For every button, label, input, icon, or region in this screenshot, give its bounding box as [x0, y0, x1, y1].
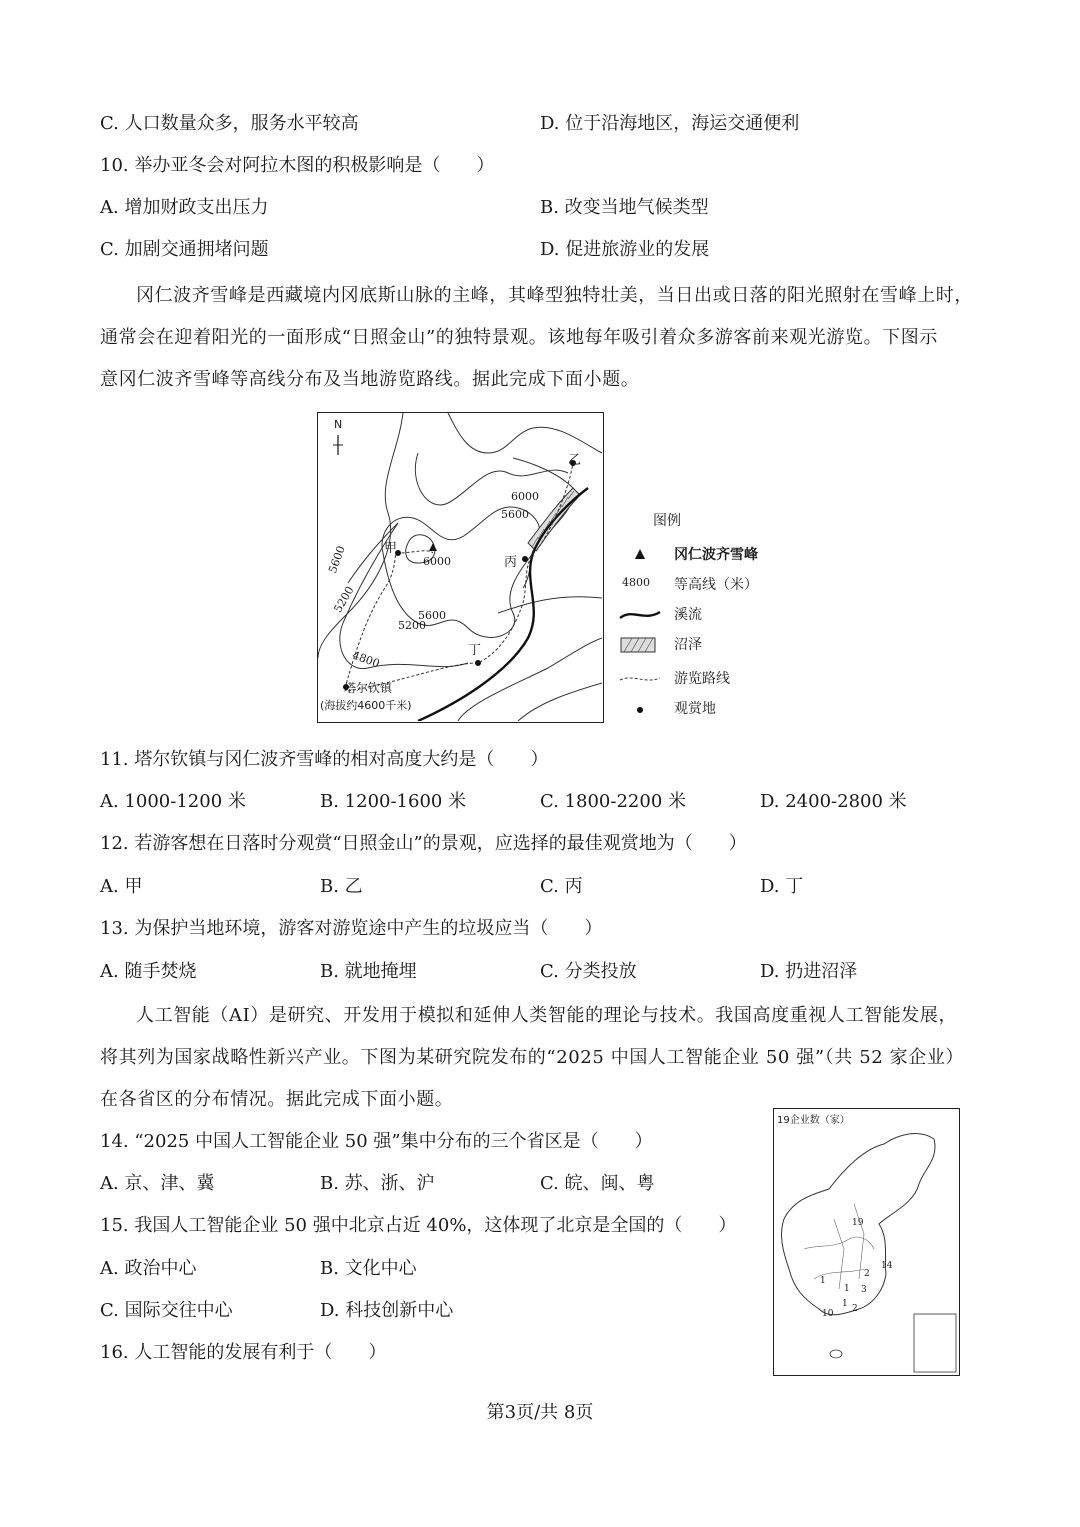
town-label: 塔尔钦镇 [344, 681, 393, 695]
route-icon [618, 670, 662, 688]
legend-contour-sample: 4800 [622, 576, 650, 589]
north-label: N [334, 418, 343, 431]
contour-line [498, 597, 602, 613]
china-count: 1 [820, 1276, 826, 1286]
q9-option-d: D. 位于沿海地区，海运交通便利 [540, 113, 800, 134]
q13-option-a: A. 随手焚烧 [100, 961, 197, 982]
china-map-drawing [774, 1109, 958, 1374]
q12-option-c: C. 丙 [540, 876, 583, 897]
contour-label: 4800 [350, 648, 382, 671]
contour-line [340, 523, 468, 669]
legend-contour-label: 等高线（米） [674, 577, 758, 593]
q11-option-c: C. 1800-2200 米 [540, 791, 686, 812]
q15-option-d: D. 科技创新中心 [320, 1300, 454, 1321]
point-yi-label: 乙 [568, 453, 582, 468]
contour-map [317, 412, 604, 723]
q14-option-c: C. 皖、闽、粤 [540, 1173, 655, 1194]
q14-option-b: B. 苏、浙、沪 [320, 1173, 435, 1194]
point-ding-label: 丁 [468, 643, 482, 658]
viewpoint-ding [475, 660, 481, 666]
q11-stem: 11. 塔尔钦镇与冈仁波齐雪峰的相对高度大约是（ ） [100, 749, 549, 770]
legend-marsh-label: 沼泽 [674, 637, 702, 653]
legend-route [618, 668, 788, 690]
passage-kailash-line-2: 通常会在迎着阳光的一面形成“日照金山”的独特景观。该地每年吸引着众多游客前来观光游览。下图示 [100, 327, 938, 348]
legend-viewpoint-label: 观赏地 [674, 701, 716, 717]
legend-route-label: 游览路线 [674, 671, 730, 687]
contour-line [448, 413, 602, 453]
stream-line [418, 488, 588, 721]
passage-ai-line-3: 在各省区的分布情况。据此完成下面小题。 [100, 1089, 454, 1110]
q10-option-b: B. 改变当地气候类型 [540, 197, 709, 218]
q14-stem: 14. “2025 中国人工智能企业 50 强”集中分布的三个省区是（ ） [100, 1131, 653, 1152]
q12-option-d: D. 丁 [760, 876, 804, 897]
contour-label: 5600 [501, 508, 529, 521]
q13-stem: 13. 为保护当地环境，游客对游览途中产生的垃圾应当（ ） [100, 918, 603, 939]
point-bing-label: 丙 [504, 555, 518, 570]
legend-contour [618, 574, 788, 596]
china-ai-map [773, 1108, 960, 1376]
contour-label: 6000 [511, 490, 539, 503]
china-count: 14 [881, 1261, 893, 1271]
viewpoint-bing [522, 556, 528, 562]
legend-peak [618, 544, 788, 566]
china-map-title: 19企业数（家） [777, 1115, 850, 1126]
q13-option-d: D. 扔进沼泽 [760, 961, 858, 982]
q12-option-a: A. 甲 [100, 876, 143, 897]
q10-option-d: D. 促进旅游业的发展 [540, 239, 710, 260]
passage-kailash [100, 275, 985, 401]
q10-option-c: C. 加剧交通拥堵问题 [100, 239, 269, 260]
q10-stem: 10. 举办亚冬会对阿拉木图的积极影响是（ ） [100, 155, 495, 176]
passage-kailash-line-3: 意冈仁波齐雪峰等高线分布及当地游览路线。据此完成下面小题。 [100, 369, 640, 390]
legend-title: 图例 [653, 513, 681, 529]
q15-option-b: B. 文化中心 [320, 1258, 417, 1279]
q11-option-d: D. 2400-2800 米 [760, 791, 907, 812]
q13-option-b: B. 就地掩埋 [320, 961, 417, 982]
contour-label: 6000 [423, 555, 451, 568]
q15-option-c: C. 国际交往中心 [100, 1300, 233, 1321]
peak-icon [429, 543, 437, 551]
contour-label: 5600 [326, 544, 348, 575]
peak-icon [618, 546, 662, 564]
china-count: 1 [844, 1284, 850, 1294]
town-note: (海拔约4600千米) [320, 699, 412, 712]
china-count: 2 [852, 1304, 858, 1314]
legend-peak-label: 冈仁波齐雪峰 [674, 547, 758, 563]
contour-line [518, 683, 602, 721]
q9-option-c: C. 人口数量众多，服务水平较高 [100, 113, 359, 134]
q15-option-a: A. 政治中心 [100, 1258, 197, 1279]
contour-line [382, 507, 540, 637]
contour-label: 5200 [398, 619, 426, 632]
contour-map-drawing [318, 413, 602, 721]
china-count: 10 [822, 1309, 834, 1319]
viewpoint-icon [618, 700, 662, 718]
legend-viewpoint [618, 698, 788, 720]
q10-option-a: A. 增加财政支出压力 [100, 197, 269, 218]
page-footer: 第3页/共 8页 [486, 1402, 594, 1423]
q15-stem: 15. 我国人工智能企业 50 强中北京占近 40%，这体现了北京是全国的（ ） [100, 1215, 737, 1236]
passage-kailash-line-1: 冈仁波齐雪峰是西藏境内冈底斯山脉的主峰，其峰型独特壮美，当日出或日落的阳光照射在雪峰上时， [136, 285, 973, 306]
china-count: 19 [852, 1218, 864, 1228]
legend-stream-label: 溪流 [674, 607, 702, 623]
q12-stem: 12. 若游客想在日落时分观赏“日照金山”的景观，应选择的最佳观赏地为（ ） [100, 833, 747, 854]
q14-option-a: A. 京、津、冀 [100, 1173, 215, 1194]
legend-marsh [618, 634, 788, 656]
china-count: 2 [864, 1269, 870, 1279]
passage-ai-line-1: 人工智能（AI）是研究、开发用于模拟和延伸人类智能的理论与技术。我国高度重视人工智能发展， [136, 1005, 958, 1026]
point-jia-label: 甲 [384, 541, 398, 556]
contour-line [415, 453, 568, 505]
passage-ai [100, 995, 985, 1121]
china-count: 3 [861, 1285, 867, 1295]
passage-ai-line-2: 将其列为国家战略性新兴产业。下图为某研究院发布的“2025 中国人工智能企业 50 强”（共 52 家企业） [100, 1047, 965, 1068]
legend-stream [618, 604, 788, 626]
q11-option-a: A. 1000-1200 米 [100, 791, 246, 812]
marsh-icon [618, 636, 662, 654]
q16-stem: 16. 人工智能的发展有利于（ ） [100, 1342, 387, 1363]
contour-label: 5200 [331, 584, 357, 615]
stream-icon [618, 606, 662, 624]
q11-option-b: B. 1200-1600 米 [320, 791, 467, 812]
contour-label: 5600 [418, 609, 446, 622]
china-count: 1 [842, 1299, 848, 1309]
q13-option-c: C. 分类投放 [540, 961, 637, 982]
q12-option-b: B. 乙 [320, 876, 363, 897]
